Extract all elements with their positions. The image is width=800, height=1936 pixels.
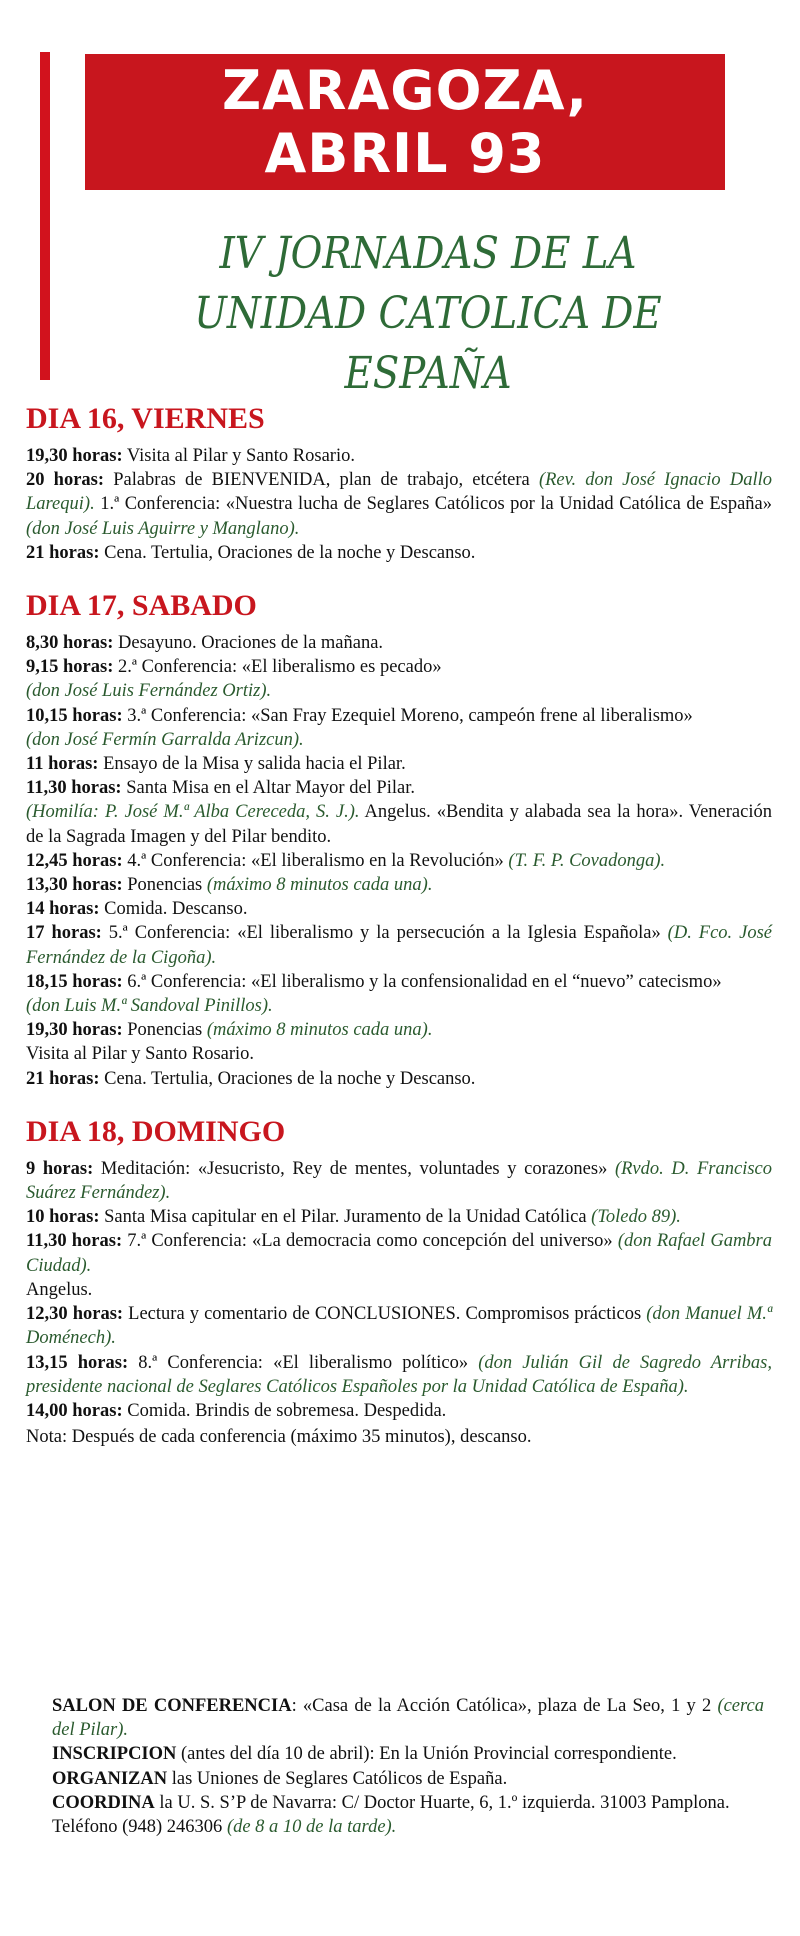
schedule-item: 21 horas: Cena. Tertulia, Oraciones de la noche y Descanso. xyxy=(26,1068,476,1089)
schedule-item: 10 horas: Santa Misa capitular en el Pilar. Juramento de la Unidad Católica (Toledo 89). xyxy=(26,1207,681,1228)
schedule-item: 14 horas: Comida. Descanso. xyxy=(26,899,248,920)
event-subtitle xyxy=(129,224,727,404)
schedule-item: 20 horas: Palabras de BIENVENIDA, plan de trabajo, etcétera (Rev. don José Ignacio Dallo Larequi). 1.ª Conferencia: «Nuestra lucha de Seglares Católicos por la Unidad Católica de España» (don José Luis Aguirre y Manglano). xyxy=(26,470,772,539)
subtitle-line-1: IV JORNADAS DE LA xyxy=(219,228,637,279)
schedule-item: 11,30 horas: 7.ª Conferencia: «La democracia como concepción del universo» (don Rafael Gambra Ciudad). xyxy=(26,1231,773,1276)
day-heading: DIA 17, SABADO xyxy=(26,589,257,623)
schedule-item: 8,30 horas: Desayuno. Oraciones de la mañana. xyxy=(26,633,384,654)
info-phone: Teléfono (948) 246306 (de 8 a 10 de la tarde). xyxy=(52,1817,397,1838)
title-banner xyxy=(85,54,725,190)
banner-line-2: ABRIL 93 xyxy=(264,122,546,185)
schedule-item: 13,30 horas: Ponencias (máximo 8 minutos cada una). xyxy=(26,875,433,896)
banner-line-1: ZARAGOZA, xyxy=(221,59,588,122)
schedule-item: 10,15 horas: 3.ª Conferencia: «San Fray Ezequiel Moreno, campeón frene al liberalismo» (don José Fermín Garralda Arizcun). xyxy=(26,705,693,750)
schedule-item: 17 horas: 5.ª Conferencia: «El liberalismo y la persecución a la Iglesia Española» (D. Fco. José Fernández de la Cigoña). xyxy=(26,923,772,968)
schedule-item: 9 horas: Meditación: «Jesucristo, Rey de mentes, voluntades y corazones» (Rvdo. D. Francisco Suárez Fernández). xyxy=(26,1158,772,1204)
schedule-item: 18,15 horas: 6.ª Conferencia: «El liberalismo y la confensionalidad en el “nuevo” catecismo» (don Luis M.ª Sandoval Pinillos). xyxy=(26,971,722,1017)
subtitle-line-2: UNIDAD CATOLICA DE ESPAÑA xyxy=(194,288,662,399)
schedule-item: 21 horas: Cena. Tertulia, Oraciones de la noche y Descanso. xyxy=(26,542,476,563)
program-content xyxy=(26,400,772,1449)
day-heading: DIA 16, VIERNES xyxy=(26,402,265,435)
schedule-item: 19,30 horas: Ponencias (máximo 8 minutos cada una). xyxy=(26,1020,433,1041)
schedule-item: 13,15 horas: 8.ª Conferencia: «El liberalismo político» (don Julián Gil de Sagredo Arribas, presidente nacional de Seglares Católicos Españoles por la Unidad Católica de España). xyxy=(26,1352,772,1397)
info-registration: INSCRIPCION (antes del día 10 de abril): En la Unión Provincial correspondiente. xyxy=(52,1744,677,1765)
info-organizers: ORGANIZAN las Uniones de Seglares Católicos de España. xyxy=(52,1768,508,1789)
note-text: Nota: Después de cada conferencia (máximo 35 minutos), descanso. xyxy=(26,1427,532,1448)
schedule-item: 14,00 horas: Comida. Brindis de sobremesa. Despedida. xyxy=(26,1400,447,1421)
schedule-item: 12,45 horas: 4.ª Conferencia: «El liberalismo en la Revolución» (T. F. P. Covadonga). xyxy=(26,850,666,871)
event-info-footer xyxy=(52,1694,764,1839)
schedule-item: Visita al Pilar y Santo Rosario. xyxy=(26,1044,255,1065)
schedule-item: 19,30 horas: Visita al Pilar y Santo Rosario. xyxy=(26,446,355,466)
day-heading: DIA 18, DOMINGO xyxy=(26,1114,286,1148)
schedule-item: Angelus. xyxy=(26,1279,93,1300)
schedule-item: 9,15 horas: 2.ª Conferencia: «El liberalismo es pecado» (don José Luis Fernández Ortiz). xyxy=(26,657,442,702)
info-venue: SALON DE CONFERENCIA: «Casa de la Acción Católica», plaza de La Seo, 1 y 2 (cerca del Pilar). xyxy=(52,1696,764,1741)
schedule-item: 11 horas: Ensayo de la Misa y salida hacia el Pilar. xyxy=(26,754,406,775)
schedule-item: 12,30 horas: Lectura y comentario de CONCLUSIONES. Compromisos prácticos (don Manuel M.ª Doménech). xyxy=(26,1304,772,1349)
schedule-item: 11,30 horas: Santa Misa en el Altar Mayor del Pilar. (Homilía: P. José M.ª Alba Cereceda, S. J.). Angelus. «Bendita y alabada sea la hora». Veneración de la Sagrada Imagen y del Pilar bendito. xyxy=(26,778,772,847)
info-coordinator: COORDINA la U. S. S’P de Navarra: C/ Doctor Huarte, 6, 1.º izquierda. 31003 Pamplona. xyxy=(52,1792,730,1813)
left-accent-bar xyxy=(40,52,50,380)
